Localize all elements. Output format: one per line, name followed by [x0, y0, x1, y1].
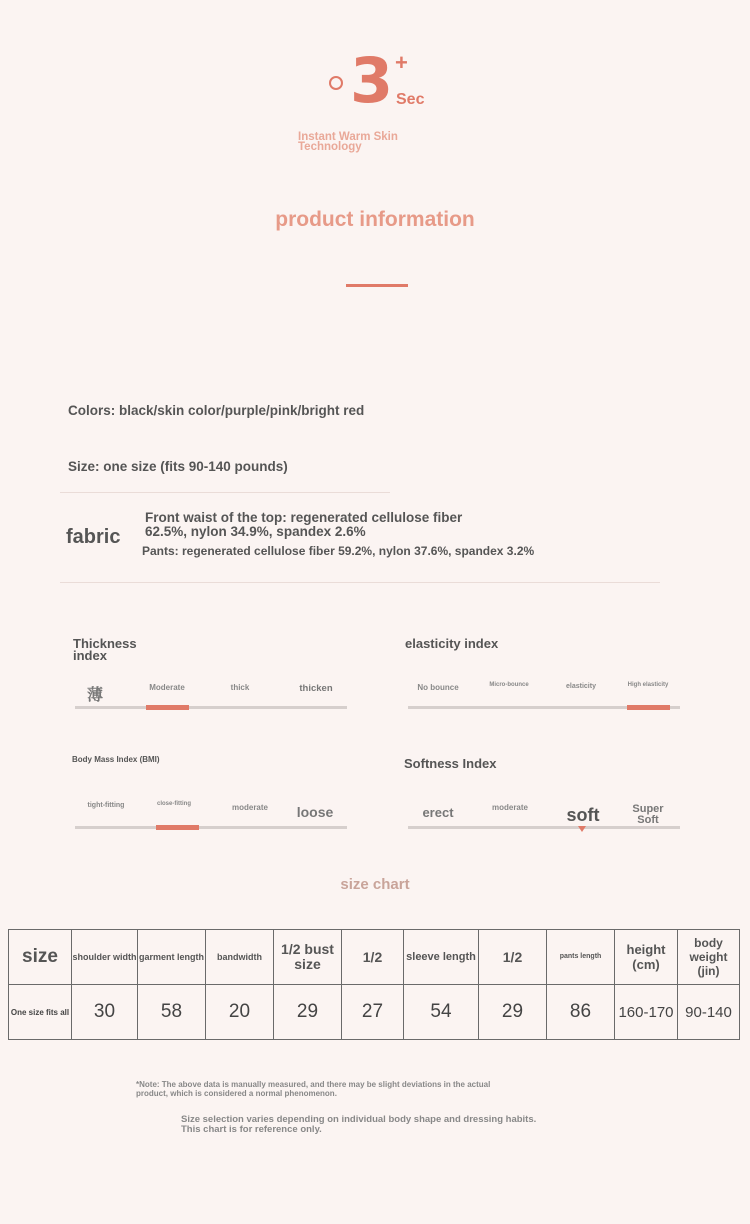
unit-label: Sec — [396, 91, 425, 108]
softness-scale — [408, 826, 680, 829]
cell-body-weight: 90-140 — [678, 985, 740, 1040]
cell-shoulder-width: 30 — [72, 985, 138, 1040]
cell-bust: 29 — [274, 985, 342, 1040]
size-selection-note: Size selection varies depending on individual body shape and dressing habits. This chart is for reference only. — [181, 1114, 537, 1135]
cell-height: 160-170 — [615, 985, 678, 1040]
page-title: product information — [275, 208, 475, 231]
elasticity-label-high: High elasticity — [627, 682, 669, 688]
fabric-top-text: Front waist of the top: regenerated cellulose fiber 62.5%, nylon 34.9%, spandex 2.6% — [145, 510, 463, 539]
measurement-note: *Note: The above data is manually measured, and there may be slight deviations in the actual product, which is considered a normal phenomenon. — [136, 1080, 491, 1098]
header-shoulder-width: shoulder width — [72, 930, 138, 985]
softness-label-super-soft: Super Soft — [632, 803, 664, 826]
header-sleeve-length: sleeve length — [404, 930, 479, 985]
bmi-label-moderate: moderate — [231, 803, 268, 812]
elasticity-index-title: elasticity index — [405, 636, 499, 651]
cell-bandwidth: 20 — [206, 985, 274, 1040]
thickness-label-thicken: thicken — [299, 683, 333, 694]
thickness-index-title: Thickness index — [73, 636, 137, 663]
thickness-label-thick: thick — [230, 683, 250, 692]
cell-sleeve-length: 54 — [404, 985, 479, 1040]
colors-text: Colors: black/skin color/purple/pink/bright red — [68, 403, 365, 418]
cell-half-measure: 27 — [342, 985, 404, 1040]
header-half-measure: 1/2 — [342, 930, 404, 985]
elasticity-label-elasticity: elasticity — [566, 683, 596, 690]
header-body-weight: body weight (jin) — [678, 930, 740, 985]
header-size: size — [9, 930, 72, 985]
header-height: height (cm) — [615, 930, 678, 985]
softness-label-moderate: moderate — [491, 803, 528, 812]
cell-size: One size fits all — [9, 985, 72, 1040]
cell-half-measure-2: 29 — [479, 985, 547, 1040]
size-text: Size: one size (fits 90-140 pounds) — [68, 459, 288, 474]
size-table — [8, 929, 740, 1040]
header-half-measure-2: 1/2 — [479, 930, 547, 985]
cell-garment-length: 58 — [138, 985, 206, 1040]
header-pants-length: pants length — [547, 930, 615, 985]
elasticity-label-no-bounce: No bounce — [417, 683, 459, 692]
divider — [60, 582, 660, 583]
size-table-header-row — [9, 930, 740, 985]
divider — [60, 492, 390, 493]
title-underline — [346, 284, 408, 287]
degree-icon — [329, 76, 343, 90]
bmi-scale — [75, 826, 347, 829]
bmi-label-tight: tight-fitting — [87, 802, 125, 809]
header-bust-size: 1/2 bust size — [274, 930, 342, 985]
plus-sign: + — [395, 50, 408, 75]
bmi-selected-marker — [156, 825, 199, 830]
size-table-row — [9, 985, 740, 1040]
thickness-label-thin: 薄 — [86, 687, 103, 704]
bmi-label-loose: loose — [296, 804, 334, 820]
size-chart-title: size chart — [340, 876, 410, 893]
bmi-index-title: Body Mass Index (BMI) — [72, 755, 160, 764]
softness-label-erect: erect — [422, 805, 454, 820]
fabric-label: fabric — [66, 526, 121, 548]
header-garment-length: garment length — [138, 930, 206, 985]
thickness-selected-marker — [146, 705, 189, 710]
big-number: 3 — [350, 44, 394, 117]
thickness-scale — [75, 706, 347, 709]
elasticity-selected-marker — [627, 705, 670, 710]
fabric-pants-text: Pants: regenerated cellulose fiber 59.2%, nylon 37.6%, spandex 3.2% — [142, 544, 535, 558]
softness-label-soft: soft — [566, 805, 600, 825]
softness-pointer-icon — [578, 826, 586, 832]
header-bandwidth: bandwidth — [206, 930, 274, 985]
thickness-label-moderate: Moderate — [149, 683, 185, 692]
bmi-label-close: close-fitting — [157, 801, 191, 807]
elasticity-label-micro-bounce: Micro-bounce — [489, 682, 529, 688]
softness-index-title: Softness Index — [404, 756, 497, 771]
tagline: Instant Warm Skin Technology — [298, 131, 398, 153]
cell-pants-length: 86 — [547, 985, 615, 1040]
